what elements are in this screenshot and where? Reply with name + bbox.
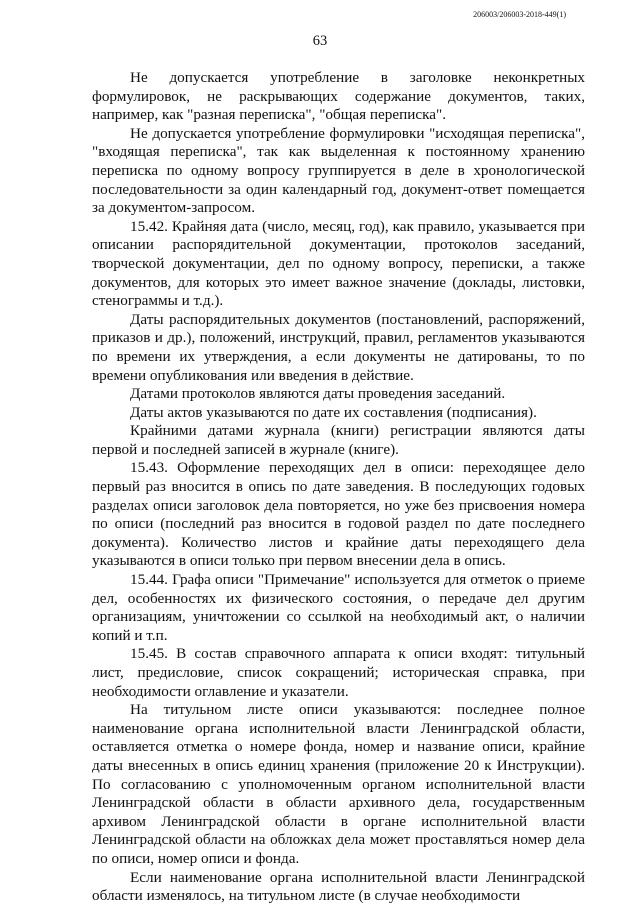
paragraph: На титульном листе описи указываются: последнее полное наименование органа исполнительной власти Ленинградской области, оставляется отметка о номере фонда, номер и название описи, крайние даты внесенных в опись единиц хранения (приложение 20 к Инструкции). По согласованию с уполномоченным органом исполнительной власти Ленинградской области в области архивного дела, государственным архивом Ленинградской области в органе исполнительной власти Ленинградской области на обложках дела может проставляться номер дела по описи, номер описи и фонда. xyxy=(92,701,585,867)
page-number: 63 xyxy=(312,33,328,49)
paragraph: Не допускается употребление формулировки "исходящая переписка", "входящая переписка", так как выделенная к постоянному хранению переписка по одному вопросу группируется в деле в хронологической последовательности за один календарный год, документ-ответ помещается за документом-запросом. xyxy=(92,124,585,217)
paragraph: Крайними датами журнала (книги) регистрации являются даты первой и последней записей в журнале (книге). xyxy=(92,422,585,458)
paragraph: 15.43. Оформление переходящих дел в описи: переходящее дело первый раз вносится в опись по дате заведения. В последующих годовых разделах описи заголовок дела повторяется, но уже без присвоения номера по описи (последний раз вносится в годовой раздел по дате последнего документа). Количество листов и крайние даты переходящего дела указываются в описи только при первом внесении дела в опись. xyxy=(92,459,585,570)
page-body xyxy=(92,69,585,906)
paragraph: 15.44. Графа описи "Примечание" используется для отметок о приеме дел, особенностях их физического состояния, о передаче дел другим организациям, уничтожении со ссылкой на необходимый акт, о наличии копий и т.п. xyxy=(92,571,585,644)
paragraph: Не допускается употребление в заголовке неконкретных формулировок, не раскрывающих содержание документов, таких, например, как "разная переписка", "общая переписка". xyxy=(92,69,585,124)
paragraph: 15.42. Крайняя дата (число, месяц, год), как правило, указывается при описании распорядительной документации, протоколов заседаний, творческой документации, дел по одному вопросу, переписки, а также документов, для которых это имеет важное значение (доклады, листовки, стенограммы и т.д.). xyxy=(92,217,585,310)
paragraph: Даты распорядительных документов (постановлений, распоряжений, приказов и др.), положений, инструкций, правил, регламентов указываются по времени их утверждения, а если документы не датированы, то по времени опубликования или введения в действие. xyxy=(92,310,585,384)
document-id: 206003/206003-2018-449(1) xyxy=(473,10,566,19)
paragraph: 15.45. В состав справочного аппарата к описи входят: титульный лист, предисловие, список сокращений; историческая справка, при необходимости оглавление и указатели. xyxy=(92,645,585,700)
paragraph: Датами протоколов являются даты проведения заседаний. xyxy=(130,385,506,403)
paragraph: Даты актов указываются по дате их составления (подписания). xyxy=(130,403,537,421)
paragraph: Если наименование органа исполнительной власти Ленинградской области изменялось, на титульном листе (в случае необходимости xyxy=(92,868,585,905)
